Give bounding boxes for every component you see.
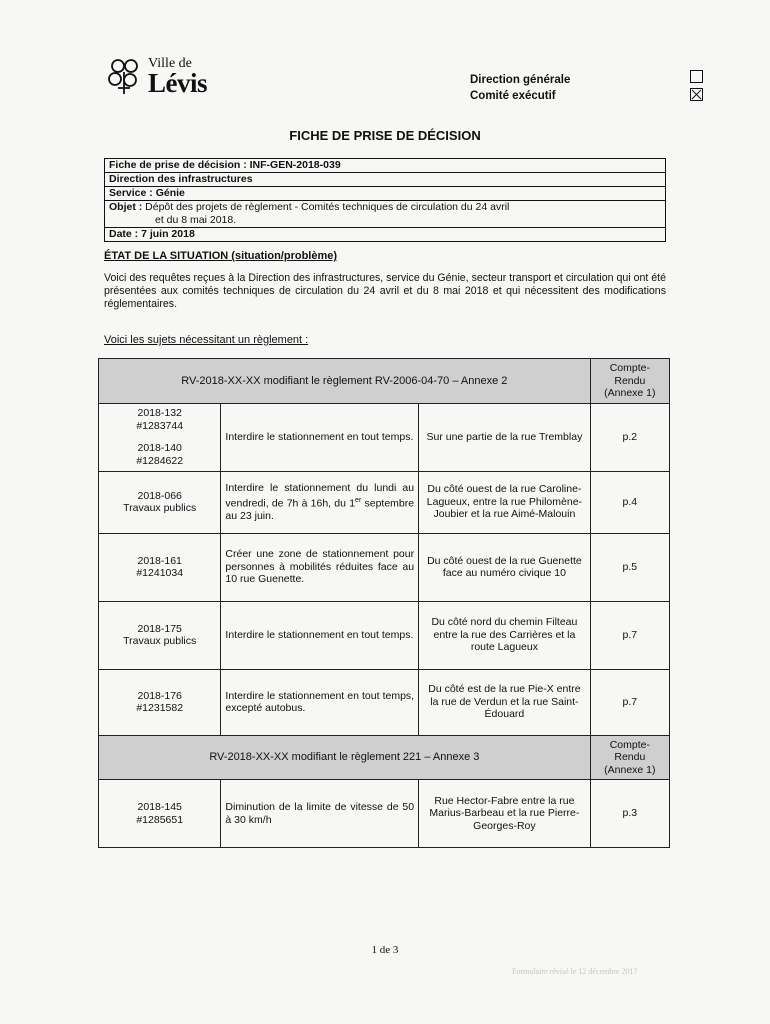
ref-cell: 2018-176 #1231582	[99, 669, 221, 735]
page-cell: p.7	[590, 601, 669, 669]
info-date: Date : 7 juin 2018	[109, 228, 195, 240]
header-block	[470, 72, 570, 104]
info-fiche: Fiche de prise de décision : INF-GEN-2018-039	[105, 159, 665, 173]
logo-big-text: Lévis	[148, 68, 208, 98]
page-number: 1 de 3	[371, 944, 399, 956]
fleur-logo-icon	[106, 56, 146, 96]
action-cell: Interdire le stationnement du lundi au vendredi, de 7h à 16h, du 1er septembre au 23 juin.	[221, 471, 419, 533]
header-line-2: Comité exécutif	[470, 90, 556, 102]
table2-header-row	[99, 735, 670, 780]
situation-heading: ÉTAT DE LA SITUATION (situation/problème)	[104, 250, 338, 262]
action-cell: Interdire le stationnement en tout temps.	[221, 601, 419, 669]
table-row	[99, 471, 670, 533]
page-cell: p.3	[590, 780, 669, 848]
table-row	[99, 533, 670, 601]
info-direction: Direction des infrastructures	[105, 173, 665, 187]
table2-cr-header: Compte-Rendu (Annexe 1)	[590, 735, 669, 780]
ref-cell: 2018-161 #1241034	[99, 533, 221, 601]
checkbox-direction-generale[interactable]	[690, 70, 703, 83]
ref-cell: 2018-145 #1285651	[99, 780, 221, 848]
page-cell: p.7	[590, 669, 669, 735]
action-cell: Interdire le stationnement en tout temps.	[221, 403, 419, 471]
location-cell: Du côté ouest de la rue Caroline-Lagueux, entre la rue Philomène-Joubier et la rue Aimé-Malouin	[419, 471, 591, 533]
ref-cell: 2018-132 #1283744 2018-140 #1284622	[99, 403, 221, 471]
info-box	[104, 158, 666, 242]
logo-small-text: Ville de	[148, 56, 192, 71]
info-service: Service : Génie	[105, 187, 665, 201]
table-row	[99, 669, 670, 735]
document-title: FICHE DE PRISE DE DÉCISION	[289, 128, 481, 143]
header-line-1: Direction générale	[470, 74, 571, 86]
table1-header-row	[99, 359, 670, 404]
ref-cell: 2018-175 Travaux publics	[99, 601, 221, 669]
situation-paragraph: Voici des requêtes reçues à la Direction des infrastructures, service du Génie, secteur transport et circulation qui ont été présentées aux comités techniques de circulation du 24 avril et du 8 mai 2018 et qui nécessitent des modifications réglementaires.	[104, 272, 666, 310]
table1-header: RV-2018-XX-XX modifiant le règlement RV-2006-04-70 – Annexe 2	[99, 359, 591, 404]
ref-cell: 2018-066 Travaux publics	[99, 471, 221, 533]
table-row	[99, 601, 670, 669]
action-cell: Créer une zone de stationnement pour personnes à mobilités réduites face au 10 rue Guenette.	[221, 533, 419, 601]
table1-cr-header: Compte-Rendu (Annexe 1)	[590, 359, 669, 404]
page-cell: p.4	[590, 471, 669, 533]
location-cell: Du côté nord du chemin Filteau entre la rue des Carrières et la route Lagueux	[419, 601, 591, 669]
table2-header: RV-2018-XX-XX modifiant le règlement 221 – Annexe 3	[99, 735, 591, 780]
table-row	[99, 780, 670, 848]
location-cell: Sur une partie de la rue Tremblay	[419, 403, 591, 471]
location-cell: Du côté est de la rue Pie-X entre la rue de Verdun et la rue Saint-Édouard	[419, 669, 591, 735]
action-cell: Interdire le stationnement en tout temps, excepté autobus.	[221, 669, 419, 735]
subjects-heading: Voici les sujets nécessitant un règlement :	[104, 334, 309, 346]
footer-note: Formulaire révisé le 12 décembre 2017	[512, 967, 638, 976]
table-row	[99, 403, 670, 471]
info-objet: Objet : Dépôt des projets de règlement - Comités techniques de circulation du 24 avril et du 8 mai 2018.	[105, 201, 665, 228]
checkbox-comite-executif[interactable]	[690, 88, 703, 101]
city-logo	[106, 56, 246, 100]
location-cell: Du côté ouest de la rue Guenette face au numéro civique 10	[419, 533, 591, 601]
page-cell: p.2	[590, 403, 669, 471]
regulation-table	[98, 358, 670, 848]
location-cell: Rue Hector-Fabre entre la rue Marius-Barbeau et la rue Pierre-Georges-Roy	[419, 780, 591, 848]
action-cell: Diminution de la limite de vitesse de 50 à 30 km/h	[221, 780, 419, 848]
checkbox-group	[690, 70, 703, 106]
page-cell: p.5	[590, 533, 669, 601]
